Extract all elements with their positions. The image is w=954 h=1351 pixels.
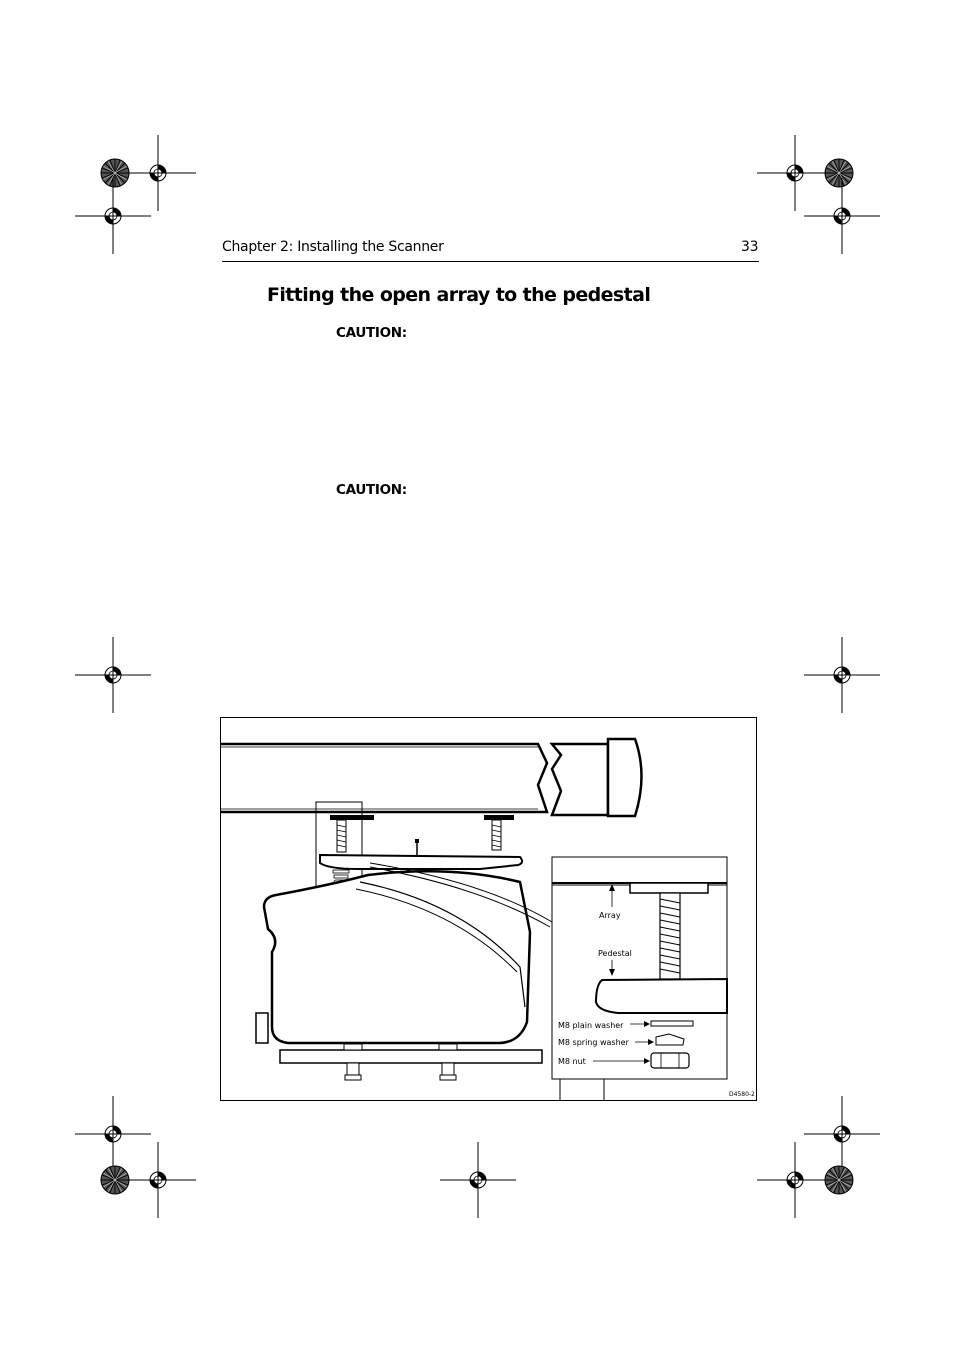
- fitting-diagram: [220, 717, 757, 1101]
- label-array: Array: [599, 911, 621, 920]
- mounting-base-plate: [280, 1050, 542, 1063]
- header-rule: [222, 261, 759, 262]
- section-title: Fitting the open array to the pedestal: [267, 284, 651, 306]
- running-header-chapter: Chapter 2: Installing the Scanner: [222, 239, 444, 255]
- crosshair-circle-icon: [804, 637, 880, 713]
- crosshair-circle-icon: [440, 1142, 516, 1218]
- detail-inset: [552, 857, 727, 1079]
- crosshair-circle-icon: [120, 135, 196, 211]
- crosshair-circle-icon: [757, 1142, 833, 1218]
- caution-label: CAUTION:: [336, 325, 407, 341]
- crosshair-circle-icon: [120, 1142, 196, 1218]
- crosshair-circle-icon: [804, 1096, 880, 1172]
- crosshair-circle-icon: [75, 178, 151, 254]
- starburst-target-icon: [825, 1166, 853, 1194]
- label-spring-washer: M8 spring washer: [558, 1038, 629, 1047]
- pedestal-body: [256, 863, 552, 1043]
- crosshair-circle-icon: [75, 637, 151, 713]
- label-plain-washer: M8 plain washer: [558, 1021, 624, 1030]
- figure-id: D4580-2: [729, 1091, 755, 1098]
- running-header-page-number: 33: [741, 239, 759, 255]
- crosshair-circle-icon: [75, 1096, 151, 1172]
- crosshair-circle-icon: [804, 178, 880, 254]
- label-pedestal: Pedestal: [598, 949, 632, 958]
- pedestal-top-plate: [320, 855, 522, 869]
- starburst-target-icon: [825, 159, 853, 187]
- caution-label: CAUTION:: [336, 482, 407, 498]
- array-beam: [221, 739, 642, 816]
- crosshair-circle-icon: [757, 135, 833, 211]
- label-nut: M8 nut: [558, 1057, 586, 1066]
